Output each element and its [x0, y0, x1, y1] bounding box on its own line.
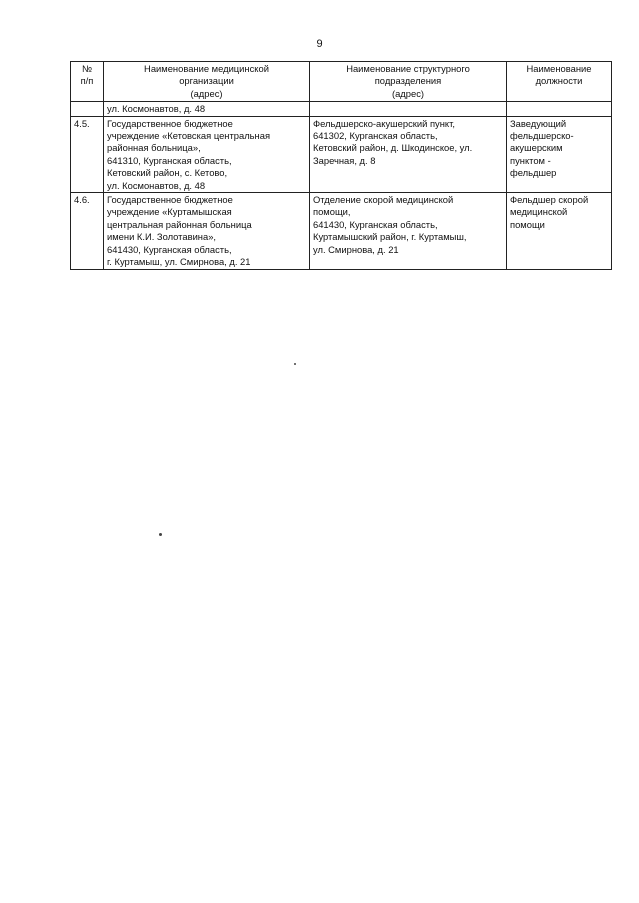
- table-header-row: [71, 62, 612, 102]
- cell-text-line: медицинской: [510, 206, 568, 218]
- cell-text-line: имени К.И. Золотавина»,: [107, 231, 217, 243]
- cell-text-line: организации: [179, 75, 234, 87]
- cell-text-line: г. Куртамыш, ул. Смирнова, д. 21: [107, 256, 251, 268]
- cell-text-line: Заведующий: [510, 117, 567, 129]
- scan-speck: [159, 533, 162, 536]
- cell-text-line: Фельдшерско-акушерский пункт,: [313, 117, 455, 129]
- row-organization: [104, 193, 310, 269]
- cell-text-line: акушерским: [510, 142, 563, 154]
- cell-text-line: центральная районная больница: [107, 218, 252, 230]
- cell-text-line: Куртамышский район, г. Куртамыш,: [313, 231, 467, 243]
- cell-text-line: №: [81, 63, 93, 74]
- row-num: 4.6.: [71, 193, 104, 269]
- cell-text-line: ул. Космонавтов, д. 48: [107, 103, 206, 115]
- cell-text-line: Заречная, д. 8: [313, 154, 376, 166]
- cell-text-line: помощи: [510, 218, 545, 230]
- cell-text-line: Кетовский район, с. Кетово,: [107, 167, 228, 179]
- row-num: 4.5.: [71, 116, 104, 192]
- cell-text-line: 641430, Курганская область,: [313, 218, 438, 230]
- cell-text-line: пунктом -: [510, 154, 551, 166]
- cell-text-line: п/п: [80, 75, 94, 87]
- header-num: [71, 62, 104, 102]
- row-position: [507, 102, 612, 116]
- cell-text-line: фельдшерско-: [510, 130, 574, 142]
- page-number: 9: [316, 38, 323, 50]
- table-row: [71, 193, 612, 269]
- table-row: [71, 116, 612, 192]
- row-num: [71, 102, 104, 116]
- cell-text-line: учреждение «Кетовская центральная: [107, 130, 271, 142]
- cell-text-line: 641310, Курганская область,: [107, 154, 232, 166]
- cell-text-line: подразделения: [374, 75, 442, 87]
- cell-text-line: ул. Смирнова, д. 21: [313, 243, 399, 255]
- cell-text-line: ул. Космонавтов, д. 48: [107, 179, 206, 191]
- row-structural-unit: [310, 102, 507, 116]
- registry-table: [70, 61, 612, 270]
- cell-text-line: помощи,: [313, 206, 351, 218]
- row-position: [507, 116, 612, 192]
- table-row: [71, 102, 612, 116]
- cell-text-line: учреждение «Куртамышская: [107, 206, 232, 218]
- cell-text-line: Государственное бюджетное: [107, 194, 233, 206]
- cell-text-line: фельдшер: [510, 167, 557, 179]
- header-structural-unit: [310, 62, 507, 102]
- row-structural-unit: [310, 193, 507, 269]
- cell-text-line: Кетовский район, д. Шкодинское, ул.: [313, 142, 473, 154]
- cell-text-line: Государственное бюджетное: [107, 117, 233, 129]
- cell-text-line: Наименование медицинской: [144, 63, 269, 74]
- cell-text-line: Наименование структурного: [346, 63, 470, 74]
- row-organization: [104, 102, 310, 116]
- header-position: [507, 62, 612, 102]
- cell-text-line: (адрес): [391, 87, 425, 99]
- cell-text-line: 641430, Курганская область,: [107, 243, 232, 255]
- row-structural-unit: [310, 116, 507, 192]
- cell-text-line: Наименование: [526, 63, 592, 74]
- cell-text-line: должности: [535, 75, 583, 87]
- scan-speck: [294, 363, 296, 365]
- cell-text-line: (адрес): [190, 87, 223, 99]
- cell-text-line: Отделение скорой медицинской: [313, 194, 454, 206]
- cell-text-line: 641302, Курганская область,: [313, 130, 438, 142]
- row-position: [507, 193, 612, 269]
- row-organization: [104, 116, 310, 192]
- header-organization: [104, 62, 310, 102]
- cell-text-line: районная больница»,: [107, 142, 201, 154]
- cell-text-line: Фельдшер скорой: [510, 194, 589, 206]
